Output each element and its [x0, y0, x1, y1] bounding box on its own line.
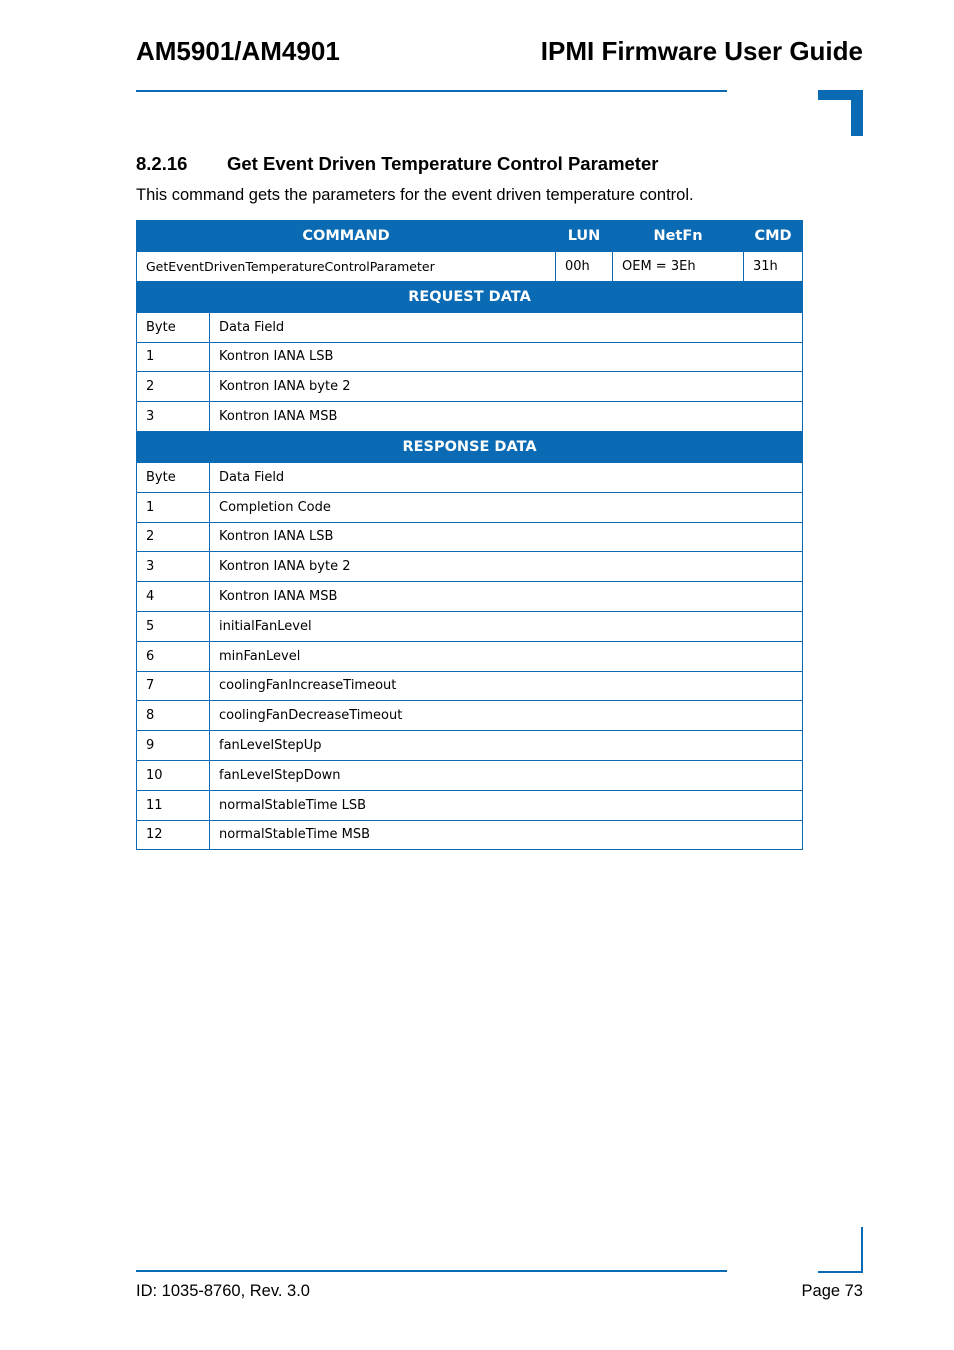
section-title: Get Event Driven Temperature Control Parameter [227, 153, 659, 174]
request-data-header [137, 281, 803, 312]
data-field-cell: normalStableTime MSB [210, 820, 803, 850]
section-heading [136, 153, 658, 175]
page-number: Page 73 [801, 1282, 863, 1300]
cmd-column-header: CMD [744, 221, 803, 252]
byte-cell: 5 [137, 611, 210, 641]
command-header-row [137, 221, 803, 252]
data-field-cell: Kontron IANA LSB [210, 342, 803, 372]
byte-cell: 7 [137, 671, 210, 701]
data-field-cell: Kontron IANA byte 2 [210, 372, 803, 402]
response-row [137, 731, 803, 761]
data-field-cell: Data Field [210, 462, 803, 492]
data-field-cell: minFanLevel [210, 641, 803, 671]
response-row [137, 820, 803, 850]
netfn-column-header: NetFn [613, 221, 744, 252]
request-row [137, 402, 803, 432]
cmd-cell: 31h [744, 252, 803, 282]
data-field-cell: fanLevelStepUp [210, 731, 803, 761]
byte-cell: Byte [137, 312, 210, 342]
response-data-header [137, 431, 803, 462]
data-field-cell: Kontron IANA byte 2 [210, 552, 803, 582]
request-data-title: REQUEST DATA [137, 281, 803, 312]
response-row [137, 552, 803, 582]
byte-cell: 3 [137, 402, 210, 432]
data-field-cell: Data Field [210, 312, 803, 342]
data-field-cell: initialFanLevel [210, 611, 803, 641]
corner-mark-top-vertical [851, 90, 863, 136]
response-row [137, 701, 803, 731]
response-row [137, 522, 803, 552]
response-row [137, 671, 803, 701]
response-row [137, 492, 803, 522]
command-column-header: COMMAND [137, 221, 556, 252]
byte-cell: 1 [137, 492, 210, 522]
document-title: AM5901/AM4901 [136, 36, 340, 66]
section-number: 8.2.16 [136, 153, 188, 174]
byte-cell: 6 [137, 641, 210, 671]
response-row [137, 760, 803, 790]
byte-cell: Byte [137, 462, 210, 492]
command-row [137, 252, 803, 282]
response-row [137, 462, 803, 492]
data-field-cell: Completion Code [210, 492, 803, 522]
byte-cell: 1 [137, 342, 210, 372]
document-id: ID: 1035-8760, Rev. 3.0 [136, 1282, 310, 1300]
byte-cell: 11 [137, 790, 210, 820]
data-field-cell: normalStableTime LSB [210, 790, 803, 820]
response-data-title: RESPONSE DATA [137, 431, 803, 462]
command-table [136, 220, 803, 850]
data-field-cell: Kontron IANA LSB [210, 522, 803, 552]
data-field-cell: Kontron IANA MSB [210, 582, 803, 612]
footer-rule [136, 1270, 727, 1272]
byte-cell: 3 [137, 552, 210, 582]
response-row [137, 611, 803, 641]
guide-title: IPMI Firmware User Guide [540, 36, 863, 66]
byte-cell: 2 [137, 522, 210, 552]
lun-cell: 00h [556, 252, 613, 282]
command-name-cell: GetEventDrivenTemperatureControlParameter [137, 252, 556, 282]
request-row [137, 312, 803, 342]
section-intro: This command gets the parameters for the event driven temperature control. [136, 186, 694, 204]
byte-cell: 10 [137, 760, 210, 790]
byte-cell: 4 [137, 582, 210, 612]
header-rule [136, 90, 727, 92]
response-row [137, 790, 803, 820]
response-row [137, 582, 803, 612]
request-row [137, 342, 803, 372]
data-field-cell: coolingFanDecreaseTimeout [210, 701, 803, 731]
request-row [137, 372, 803, 402]
byte-cell: 8 [137, 701, 210, 731]
byte-cell: 9 [137, 731, 210, 761]
corner-mark-bottom [818, 1227, 863, 1273]
byte-cell: 2 [137, 372, 210, 402]
netfn-cell: OEM = 3Eh [613, 252, 744, 282]
data-field-cell: Kontron IANA MSB [210, 402, 803, 432]
byte-cell: 12 [137, 820, 210, 850]
response-row [137, 641, 803, 671]
data-field-cell: coolingFanIncreaseTimeout [210, 671, 803, 701]
lun-column-header: LUN [556, 221, 613, 252]
data-field-cell: fanLevelStepDown [210, 760, 803, 790]
